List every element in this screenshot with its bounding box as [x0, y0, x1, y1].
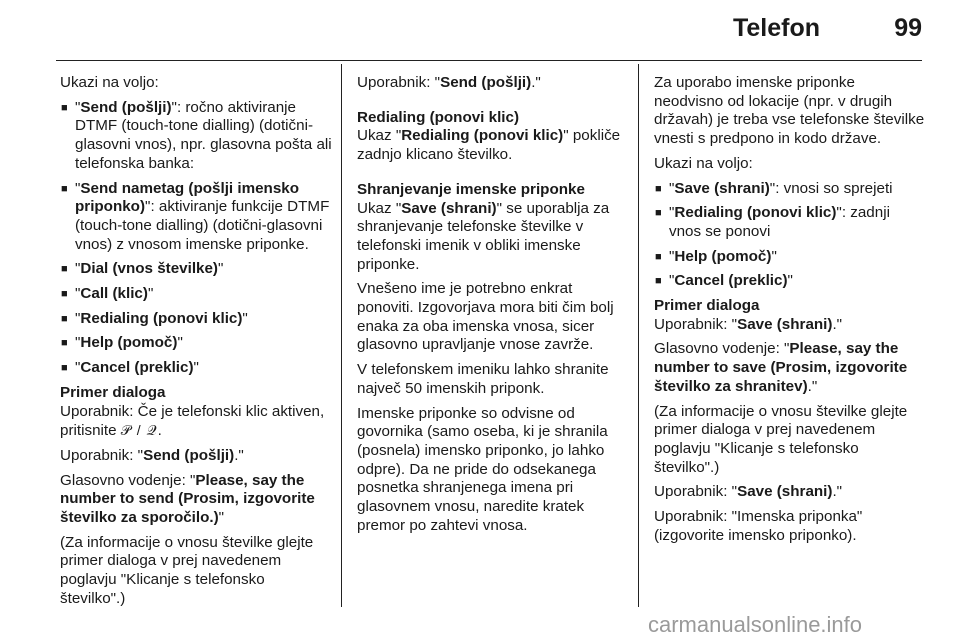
list-item: ■ "Redialing (ponovi klic)"	[60, 310, 332, 329]
commands-intro: Ukazi na voljo:	[60, 74, 159, 91]
column-2	[357, 74, 629, 541]
commands-intro: Ukazi na voljo:	[654, 154, 753, 172]
dialog-user-line: Uporabnik: "Save (shrani)."	[654, 315, 843, 333]
dialog-guide-line: Glasovno vodenje: "Please, say the number to save (Prosim, izgovorite številko za shranitev)."	[654, 340, 908, 395]
redial-heading: Redialing (ponovi klic)	[357, 108, 520, 126]
list-item: ■ "Help (pomoč)"	[60, 334, 332, 353]
dialog-user-line: Uporabnik: "Send (pošlji)."	[60, 446, 244, 464]
column-divider-1	[341, 64, 342, 607]
dialog-note: (Za informacije o vnosu številke glejte primer dialoga v prej navedenem poglavju "Klicanje s telefonsko številko".)	[60, 533, 314, 607]
dialog-user-line: Uporabnik: "Imenska priponka" (izgovorite imensko priponko).	[654, 508, 863, 544]
page-title: Telefon	[732, 14, 820, 42]
dialog-note: (Za informacije o vnosu številke glejte primer dialoga v prej navedenem poglavju "Klicanje s telefonsko številko".)	[654, 402, 908, 476]
page-header	[0, 0, 960, 62]
page-number: 99	[894, 14, 922, 42]
dialog-user-line: Uporabnik: "Save (shrani)."	[654, 483, 843, 501]
commands-list	[60, 99, 332, 378]
redial-text: Ukaz "Redialing (ponovi klic)" pokliče zadnjo klicano številko.	[357, 127, 621, 164]
list-item: ■ "Redialing (ponovi klic)": zadnji vnos se ponovi	[654, 204, 926, 241]
save-heading: Shranjevanje imenske priponke	[357, 180, 585, 198]
intl-paragraph: Za uporabo imenske priponke neodvisno od lokacije (npr. v drugih državah) je treba vse telefonske številke vnesti s predpono in kodo države.	[654, 74, 925, 148]
dialog-user-press: Uporabnik: Če je telefonski klic aktiven, pritisnite 𝒫 / 𝒬.	[60, 402, 325, 440]
list-item: ■ "Help (pomoč)"	[654, 248, 926, 267]
save-text: Ukaz "Save (shrani)" se uporablja za shranjevanje telefonske številke v telefonski imenik v obliki imenske priponke.	[357, 199, 610, 273]
column-3	[654, 74, 926, 551]
column-divider-2	[638, 64, 639, 607]
speaker-paragraph: Imenske priponke so odvisne od govornika (samo oseba, ki je shranila (posnela) imensko priponko, jo lahko odpre). Da ne pride do odsekanega posnetka shranjenega imena pri glasovnem vnosu, naredite kratek premor po zahtevi vnosa.	[357, 404, 608, 534]
dialog-heading: Primer dialoga	[60, 383, 166, 401]
list-item: ■ "Send nametag (pošlji imensko priponko)": aktiviranje funkcije DTMF (touch-tone dialling) (dotični-glasovni vnos) z vnosom imenske priponke.	[60, 180, 332, 255]
list-item: ■ "Cancel (preklic)"	[654, 272, 926, 291]
watermark: carmanualsonline.info	[648, 612, 863, 637]
list-item: ■ "Save (shrani)": vnosi so sprejeti	[654, 180, 926, 199]
list-item: ■ "Dial (vnos številke)"	[60, 260, 332, 279]
commands-list	[654, 180, 926, 292]
dialog-heading: Primer dialoga	[654, 297, 760, 315]
column-1	[60, 74, 332, 615]
list-item: ■ "Call (klic)"	[60, 285, 332, 304]
dialog-guide-line: Glasovno vodenje: "Please, say the number to send (Prosim, izgovorite številko za sporočilo.)"	[60, 471, 315, 527]
dialog-user-line: Uporabnik: "Send (pošlji)."	[357, 74, 541, 91]
header-rule	[56, 60, 922, 61]
list-item: ■ "Cancel (preklic)"	[60, 359, 332, 378]
limit-paragraph: V telefonskem imeniku lahko shranite največ 50 imenskih priponk.	[357, 361, 609, 397]
phone-buttons-icon: 𝒫 / 𝒬	[120, 422, 158, 439]
repeat-paragraph: Vnešeno ime je potrebno enkrat ponoviti. Izgovorjava mora biti čim bolj enaka za oba imenska vnosa, sicer glasovno upravljanje vnose zavrže.	[357, 280, 614, 354]
list-item: ■ "Send (pošlji)": ročno aktiviranje DTMF (touch-tone dialling) (dotični-glasovni vnos), npr. glasovna pošta ali telefonska banka:	[60, 99, 332, 174]
